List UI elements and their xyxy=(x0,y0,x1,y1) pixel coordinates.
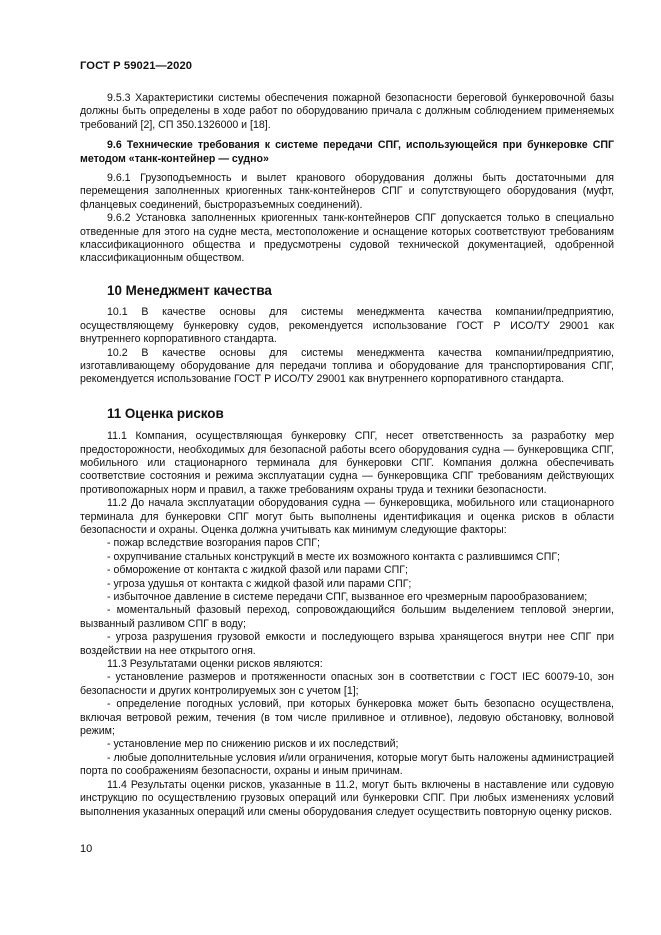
list-item: - угроза разрушения грузовой емкости и последующего взрыва хранящегося внутри нее СПГ при воздействии на нее открытого огня. xyxy=(80,631,614,657)
list-item: - установление мер по снижению рисков и их последствий; xyxy=(107,738,399,751)
paragraph-11-1: 11.1 Компания, осуществляющая бункеровку СПГ, несет ответственность за разработку мер предосторожности, необходимых для безопасной работы всего оборудования судна — бункеровщика СПГ, мобильного или стационарного терминала для бункеровки СПГ. Компания должна обеспечивать соответствие состояния и режима эксплуатации судна — бункеровщика СПГ требованиям действующих противопожарных норм и правил, а также требованиям охраны труда и техники безопасности. xyxy=(80,430,614,496)
paragraph-10-1: 10.1 В качестве основы для системы менеджмента качества компании/предприятию, осуществляющему бункеровку судов, рекомендуется использование ГОСТ Р ИСО/ТУ 29001 как внутреннего корпоративного стандарта. xyxy=(80,306,614,346)
paragraph-9-6-1: 9.6.1 Грузоподъемность и вылет кранового оборудования должны быть достаточными для перемещения заполненных криогенных танк-контейнеров СПГ и сопутствующего оборудования (муфт, фланцевых соединений, быстроразъемных соединений). xyxy=(80,172,614,211)
list-item: - определение погодных условий, при которых бункеровка может быть безопасно осуществлена, включая ветровой режим, течения (в том числе приливное и отливное), ледовую обстановку, волновой режим; xyxy=(80,698,614,738)
paragraph-11-3: 11.3 Результатами оценки рисков являются: xyxy=(107,658,323,671)
list-item: - любые дополнительные условия и/или ограничения, которые могут быть наложены администрацией порта по соображениям безопасности, охраны и иным причинам. xyxy=(80,751,614,778)
paragraph-11-4: 11.4 Результаты оценки рисков, указанные в 11.2, могут быть включены в наставление или судовую инструкцию по осуществлению грузовых операций или бункеровки СПГ. При любых изменениях условий выполнения указанных операций или смены оборудования следует осуществить повторную оценку рисков. xyxy=(80,778,614,818)
page-content xyxy=(80,92,614,819)
paragraph-9-5-3: 9.5.3 Характеристики системы обеспечения пожарной безопасности береговой бункеровочной базы должны быть определены в ходе работ по оборудованию причала с должным соблюдением применяемых требований [2], СП 350.1326000 и [18]. xyxy=(80,92,614,131)
paragraph-9-6-2: 9.6.2 Установка заполненных криогенных танк-контейнеров СПГ допускается только в специально отведенные для этого на судне места, местоположение и оснащение которых соответствуют требованиям классификационного общества и предусмотрены судовой технической документацией, одобренной классификационным обществом. xyxy=(80,212,614,265)
section-11-heading: 11 Оценка рисков xyxy=(107,405,224,421)
paragraph-10-2: 10.2 В качестве основы для системы менеджмента качества компании/предприятию, изготавливающему оборудование для передачи топлива и оборудование для транспортирования СПГ, рекомендуется использование ГОСТ Р ИСО/ТУ 29001 как внутреннего корпоративного стандарта. xyxy=(80,346,614,386)
list-item: - обморожение от контакта с жидкой фазой или парами СПГ; xyxy=(107,564,408,577)
list-item: - избыточное давление в системе передачи СПГ, вызванное его чрезмерным парообразованием; xyxy=(107,591,588,603)
document-header: ГОСТ Р 59021—2020 xyxy=(80,60,193,72)
list-item: - установление размеров и протяженности опасных зон в соответствии с ГОСТ IEC 60079-10, зон безопасности и других контролируемых зон с учетом [1]; xyxy=(80,671,614,697)
section-10-heading: 10 Менеджмент качества xyxy=(107,282,272,298)
list-item: - пожар вследствие возгорания паров СПГ; xyxy=(107,537,320,550)
page-number: 10 xyxy=(80,843,93,855)
list-item: - охрупчивание стальных конструкций в месте их возможного контакта с разлившимся СПГ; xyxy=(107,550,561,563)
list-item: - моментальный фазовый переход, сопровождающийся большим выделением тепловой энергии, вызванный разливом СПГ в воду; xyxy=(80,604,614,630)
paragraph-11-2: 11.2 До начала эксплуатации оборудования судна — бункеровщика, мобильного или стационарного терминала для бункеровки СПГ могут быть выполнены идентификация и оценка рисков в области безопасности и охраны. Оценка должна учитывать как минимум следующие факторы: xyxy=(80,497,614,536)
list-item: - угроза удушья от контакта с жидкой фазой или парами СПГ; xyxy=(107,577,412,590)
section-9-6-title: 9.6 Технические требования к системе передачи СПГ, использующейся при бункеровке СПГ методом «танк-контейнер — судно» xyxy=(80,139,614,165)
